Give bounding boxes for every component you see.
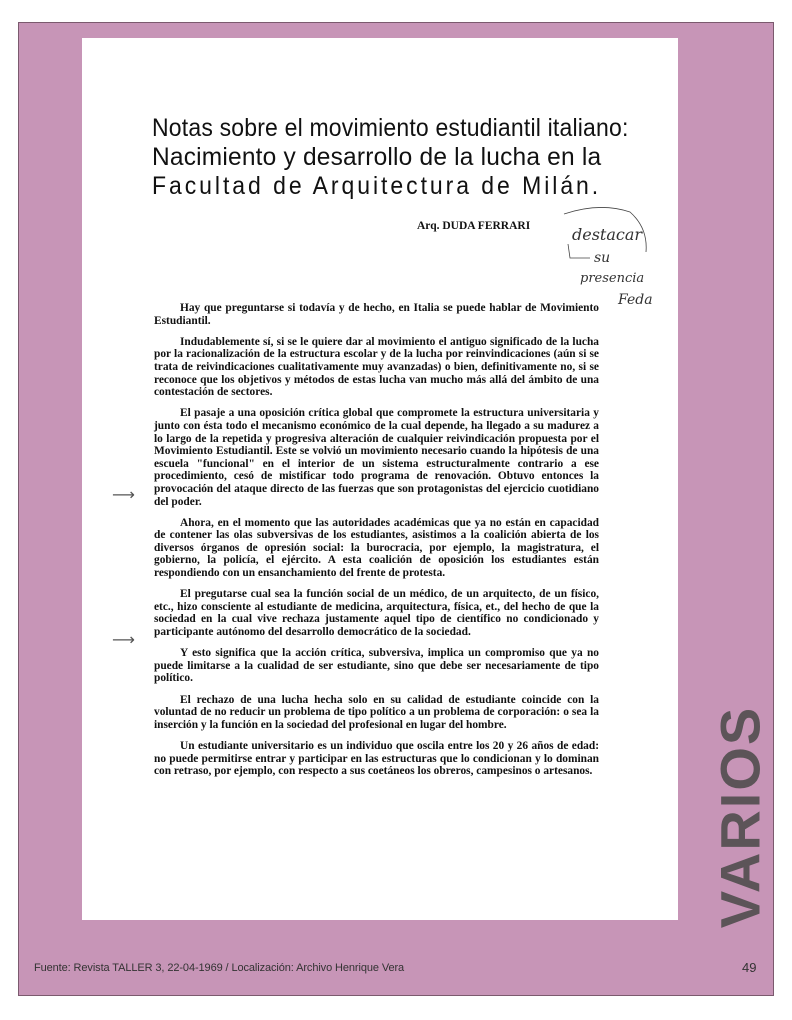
title-line-3: Facultad de Arquitectura de Milán.: [152, 172, 602, 200]
paragraph: Y esto significa que la acción crítica, subversiva, implica un compromiso que ya no puede limitarse a la cualidad de ser estudiante, sino que debe ser necesariamente de tipo político.: [154, 647, 599, 685]
title-line-2: Nacimiento y desarrollo de la lucha en la: [152, 143, 602, 171]
paragraph: El pregutarse cual sea la función social de un médico, de un arquitecto, de un físico, etc., hizo consciente al estudiante de medicina, arquitectura, física, et., del hecho de que la sociedad en la cual vive rechaza justamente aquel tipo de científico no condicionado y participante autónomo del desarrollo democrático de la sociedad.: [154, 588, 599, 639]
paragraph: Indudablemente sí, si se le quiere dar al movimiento el antiguo significado de la lucha por la racionalización de la estructura escolar y de la lucha por reinvindicaciones (aún si se trata de reivindicaciones cualitativamente muy avanzadas) o bien, definitivamente no, si se reconoce que los objetivos y métodos de estas lucha van mucho más allá del ámbito de una contestación de sectores.: [154, 335, 599, 399]
paragraph: Ahora, en el momento que las autoridades académicas que ya no están en capacidad de contener las olas subversivas de los estudiantes, asistimos a la coalición abierta de los diversos órganos de opresión social: la burocracia, por ejemplo, la magistratura, el gobierno, la policía, el ejército. A esta coalición de oposición los estudiantes están respondiendo con un ensanchamiento del frente de protesta.: [154, 516, 599, 580]
paragraph: El rechazo de una lucha hecha solo en su calidad de estudiante coincide con la voluntad de no reducir un problema de tipo político a un problema de corporación: o sea la inserción y la función en la sociedad del profesional en lugar del hombre.: [154, 693, 599, 731]
page-number: 49: [742, 960, 757, 975]
paragraph: Hay que preguntarse si todavía y de hecho, en Italia se puede hablar de Movimiento Estudiantil.: [154, 302, 599, 327]
source-caption: Fuente: Revista TALLER 3, 22-04-1969 / Localización: Archivo Henrique Vera: [34, 962, 405, 974]
article-author: Arq. DUDA FERRARI: [417, 220, 531, 232]
title-line-1: Notas sobre el movimiento estudiantil italiano:: [152, 114, 629, 142]
handwritten-arrow-icon: [568, 244, 590, 258]
handwritten-line: presencia: [580, 271, 645, 286]
handwritten-line: destacar: [572, 225, 643, 244]
margin-arrow-icon: ⟶: [112, 630, 135, 649]
section-side-label: VARIOS: [708, 705, 772, 929]
handwritten-line: su: [594, 250, 611, 266]
article-title: [152, 114, 629, 201]
handwritten-note: [560, 200, 670, 310]
article-body: [154, 302, 599, 786]
paragraph: El pasaje a una oposición crítica global que compromete la estructura universitaria y junto con ésta todo el mecanismo económico de la cual depende, ha llegado a su madurez a lo largo de la repetida y progresiva alteración de cualquier reivindicación propuesta por el Movimiento Estudiantil. Este se volvió un movimiento necesario cuando la hipótesis de una escuela "funcional" en el interior de un sistema estructuralmente contrario a ese procedimiento, cesó de mistificar todo programa de renovación. Obtuvo entonces la provocación del ataque directo de las fuerzas que son protagonistas del ejercicio cuotidiano del poder.: [154, 407, 599, 508]
handwritten-line: Feda: [618, 292, 653, 308]
margin-arrow-icon: ⟶: [112, 485, 135, 504]
paragraph: Un estudiante universitario es un individuo que oscila entre los 20 y 26 años de edad: no puede permitirse entrar y participar en las estructuras que lo condicionan y lo dominan con retraso, por ejemplo, con respecto a sus coetáneos los obreros, campesinos o artesanos.: [154, 739, 599, 778]
